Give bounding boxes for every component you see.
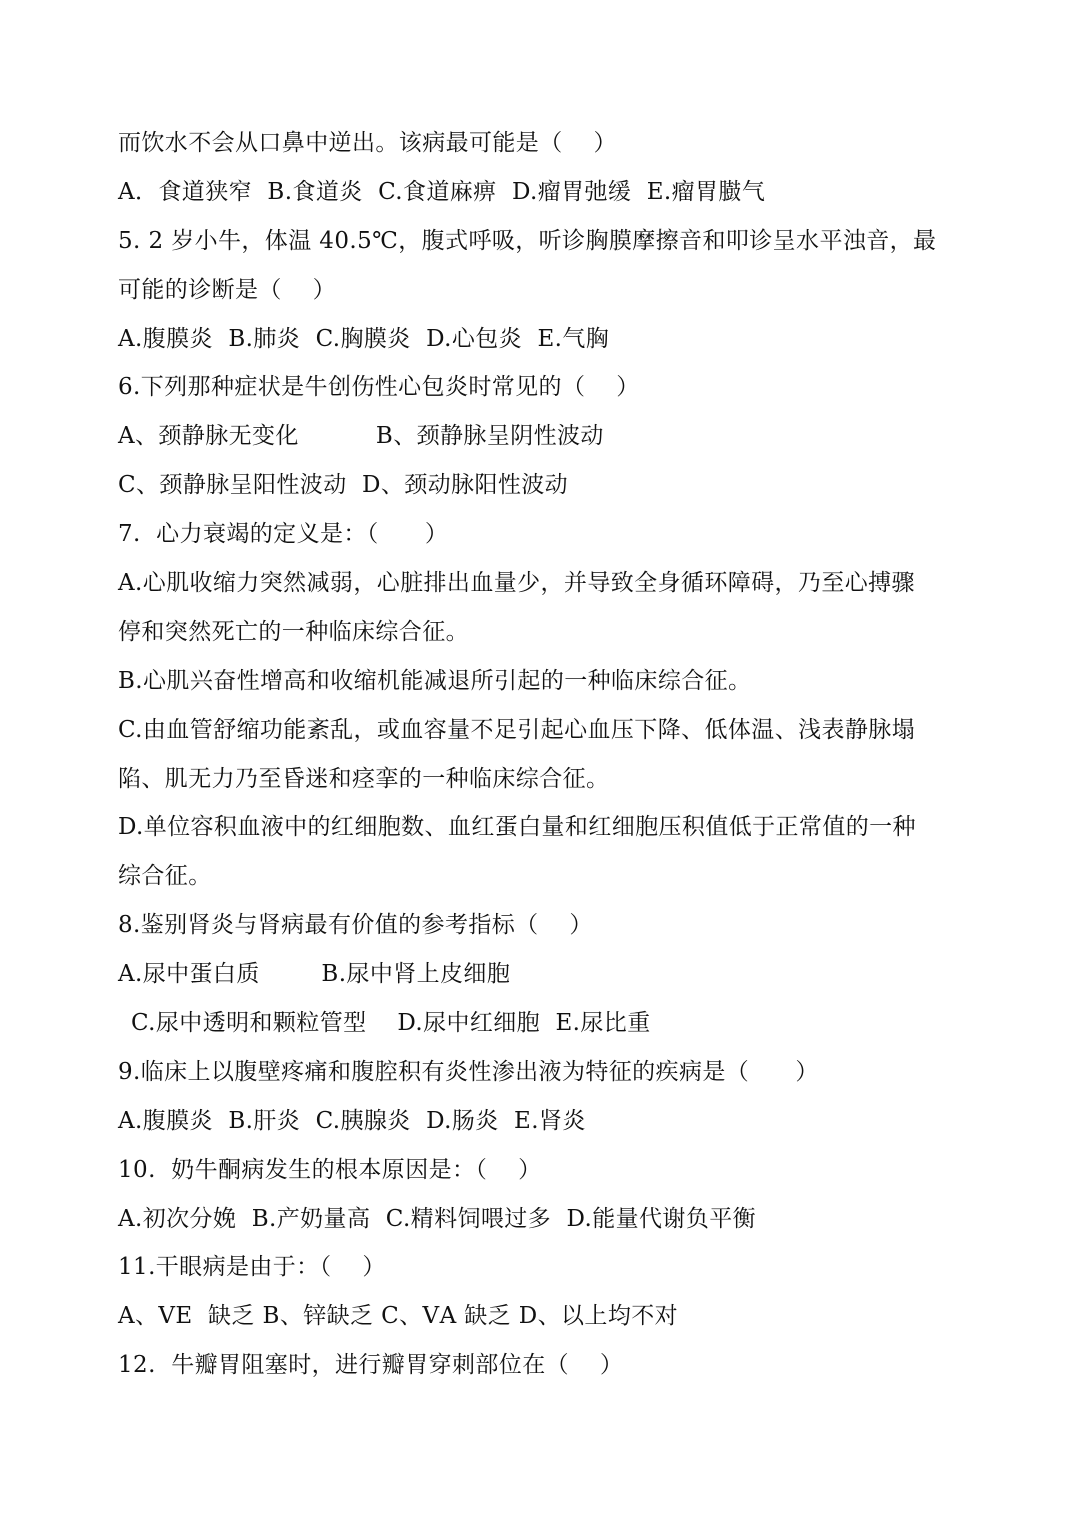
option-d: D.单位容积血液中的红细胞数、血红蛋白量和红细胞压积值低于正常值的一种 (118, 814, 916, 841)
text-line: 综合征。 (118, 863, 212, 890)
options-line: A．食道狭窄 B.食道炎 C.食道麻痹 D.瘤胃弛缓 E.瘤胃臌气 (118, 178, 766, 205)
option-a: A.心肌收缩力突然减弱，心脏排出血量少，并导致全身循环障碍，乃至心搏骤 (118, 570, 915, 597)
options-line: A.初次分娩 B.产奶量高 C.精料饲喂过多 D.能量代谢负平衡 (118, 1205, 757, 1232)
text-line: 停和突然死亡的一种临床综合征。 (118, 618, 469, 645)
question-9: 9.临床上以腹壁疼痛和腹腔积有炎性渗出液为特征的疾病是（ ） (118, 1058, 819, 1085)
question-11: 11.干眼病是由于：（ ） (118, 1254, 386, 1281)
document-body (118, 119, 978, 1390)
options-line: A.腹膜炎 B.肺炎 C.胸膜炎 D.心包炎 E.气胸 (118, 325, 610, 352)
options-line: C.尿中透明和颗粒管型 D.尿中红细胞 E.尿比重 (131, 1010, 651, 1037)
question-7: 7. 心力衰竭的定义是：（ ） (118, 521, 449, 548)
question-12: 12. 牛瓣胃阻塞时，进行瓣胃穿刺部位在（ ） (118, 1352, 624, 1379)
option-b: B.心肌兴奋性增高和收缩机能减退所引起的一种临床综合征。 (118, 667, 752, 694)
options-line: A、ⅤE 缺乏 B、锌缺乏 C、ⅤA 缺乏 D、以上均不对 (118, 1303, 679, 1330)
question-5: 5. 2 岁小牛，体温 40.5℃，腹式呼吸，听诊胸膜摩擦音和叩诊呈水平浊音，最 (118, 227, 937, 254)
text-line: 而饮水不会从口鼻中逆出。该病最可能是（ ） (118, 130, 617, 156)
options-line: A.尿中蛋白质 B.尿中肾上皮细胞 (118, 961, 511, 988)
options-line: A.腹膜炎 B.肝炎 C.胰腺炎 D.肠炎 E.肾炎 (118, 1107, 586, 1134)
option-c: C.由血管舒缩功能紊乱，或血容量不足引起心血压下降、低体温、浅表静脉塌 (118, 716, 916, 743)
text-line: 可能的诊断是（ ） (118, 276, 337, 303)
text-line: 陷、肌无力乃至昏迷和痉挛的一种临床综合征。 (118, 765, 610, 792)
options-line: C、颈静脉呈阳性波动 D、颈动脉阳性波动 (118, 472, 569, 499)
question-10: 10. 奶牛酮病发生的根本原因是：（ ） (118, 1156, 542, 1183)
question-6: 6.下列那种症状是牛创伤性心包炎时常见的（ ） (118, 374, 640, 401)
options-line: A、颈静脉无变化 B、颈静脉呈阴性波动 (118, 423, 604, 450)
question-8: 8.鉴别肾炎与肾病最有价值的参考指标（ ） (118, 912, 593, 939)
